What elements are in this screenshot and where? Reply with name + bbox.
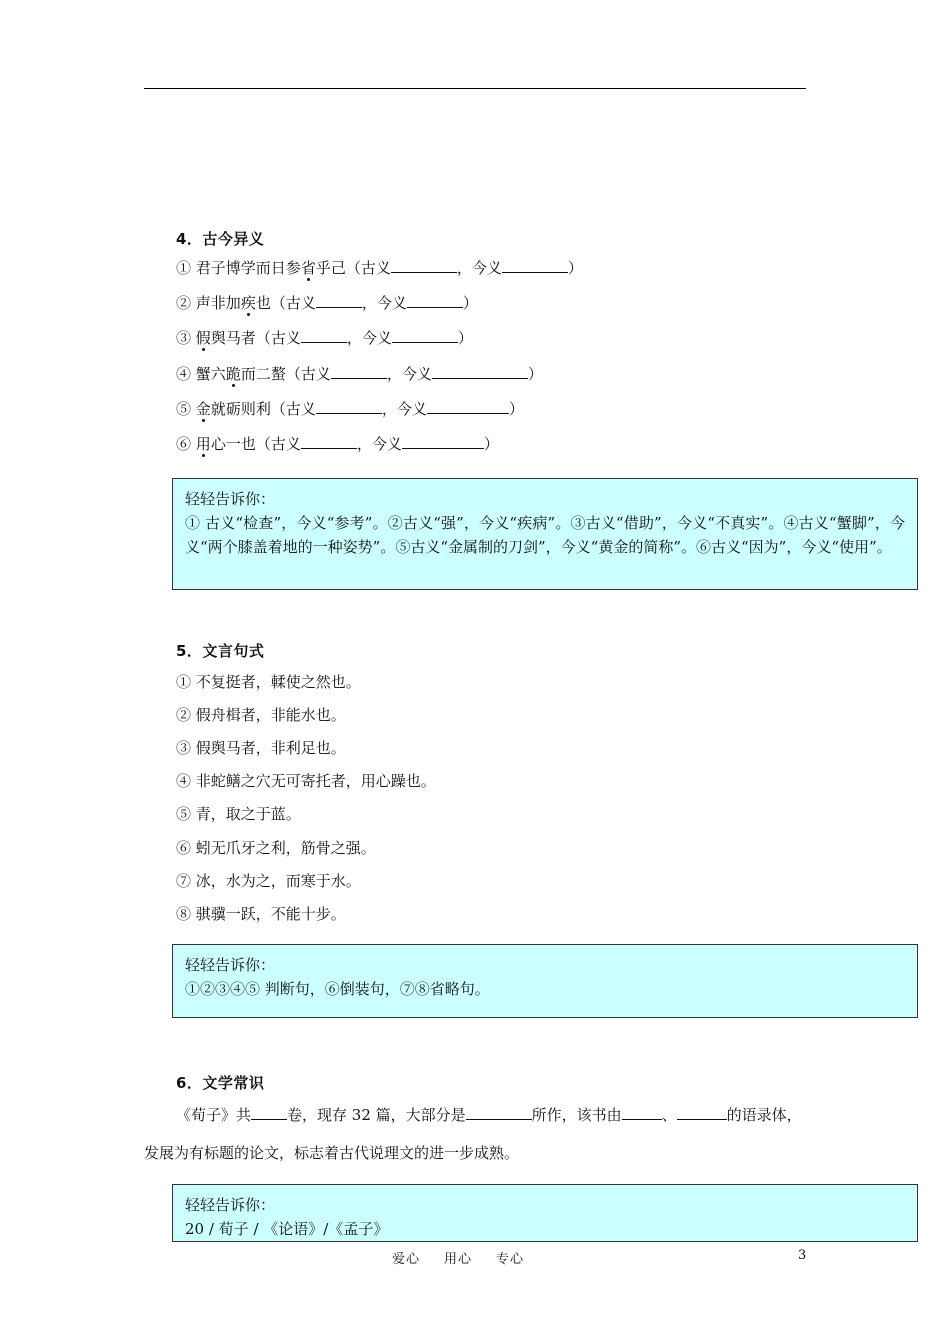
section-4-title: 4．古今异义	[176, 230, 265, 248]
page-number: 3	[798, 1248, 807, 1263]
section-5-item-5: ⑤ 青，取之于蓝。	[176, 805, 301, 823]
section-6-paragraph-line-2: 发展为有标题的论文，标志着古代说理文的进一步成熟。	[144, 1144, 520, 1162]
section-4-item-1: ① 君子博学而日参省乎己（古义 ，今义 ）	[176, 259, 583, 277]
section-5-item-7: ⑦ 冰，水为之，而寒于水。	[176, 872, 361, 890]
section-4-item-3: ③ 假舆马者（古义 ，今义 ）	[176, 329, 473, 347]
section-5-title: 5．文言句式	[176, 642, 265, 660]
tip-answer: ① 古义“检查”，今义“参考”。②古义“强”，今义“疾病”。③古义“借助”，今义“不真实”。④古义“蟹脚”，今义“两个膝盖着地的一种姿势”。⑤古义“金属制的刀剑”，今义“黄金的简称”。⑥古义“因为”，今义“使用”。	[185, 514, 905, 556]
tip-heading: 轻轻告诉你：	[185, 490, 276, 508]
section-4-item-6: ⑥ 用心一也（古义 ，今义 ）	[176, 435, 499, 453]
tip-heading: 轻轻告诉你：	[185, 956, 276, 974]
footer-motto: 爱心 用心 专心	[392, 1252, 525, 1267]
section-6-tip-box	[172, 1184, 918, 1242]
section-4-item-5: ⑤ 金就砺则利（古义 ，今义 ）	[176, 400, 524, 418]
section-5-tip-box	[172, 944, 918, 1018]
header-rule	[144, 88, 806, 89]
section-4-item-2: ② 声非加疾也（古义 ，今义 ）	[176, 294, 478, 312]
tip-answer: 20 / 荀子 / 《论语》/《孟子》	[185, 1220, 389, 1238]
section-6-paragraph-line-1: 《荀子》共 卷，现存 32 篇，大部分是 所作，该书由 、 的语录体，	[176, 1106, 802, 1124]
section-4-item-4: ④ 蟹六跪而二螯（古义 ，今义 ）	[176, 365, 543, 383]
tip-heading: 轻轻告诉你：	[185, 1196, 276, 1214]
section-5-item-6: ⑥ 蚓无爪牙之利，筋骨之强。	[176, 839, 376, 857]
section-5-item-4: ④ 非蛇鳝之穴无可寄托者，用心躁也。	[176, 772, 436, 790]
section-5-item-2: ② 假舟楫者，非能水也。	[176, 706, 346, 724]
tip-answer: ①②③④⑤ 判断句，⑥倒装句，⑦⑧省略句。	[185, 980, 490, 998]
section-5-item-8: ⑧ 骐骥一跃，不能十步。	[176, 905, 346, 923]
section-5-item-1: ① 不复挺者，輮使之然也。	[176, 673, 361, 691]
section-5-item-3: ③ 假舆马者，非利足也。	[176, 739, 346, 757]
section-4-tip-box	[172, 478, 918, 590]
section-6-title: 6．文学常识	[176, 1074, 265, 1092]
